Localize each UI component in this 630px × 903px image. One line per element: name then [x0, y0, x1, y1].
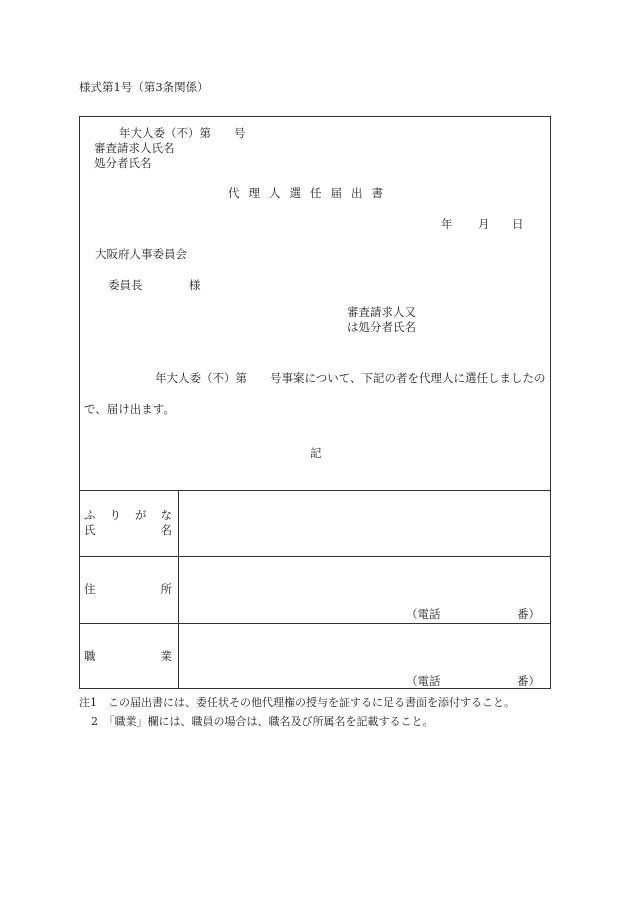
occupation-field[interactable] — [180, 625, 548, 687]
occupation-phone-close: 番） — [517, 674, 540, 688]
requester-name-label: 審査請求人氏名 — [94, 141, 175, 155]
date-day: 日 — [512, 217, 524, 231]
note-1: 注1 この届出書には、委任状その他代理権の授与を証するに足る書面を添付すること。 — [79, 696, 515, 709]
applicant-label-line2: は処分者氏名 — [347, 320, 416, 334]
addressee-chair: 委員長 — [108, 278, 143, 292]
table-divider-bottom — [79, 623, 551, 624]
date-year: 年 — [441, 217, 453, 231]
case-number-line: 年大人委（不）第 号 — [119, 126, 246, 140]
note-2: 2 「職業」欄には、職員の場合は、職名及び所属名を記載すること。 — [91, 715, 434, 728]
body-text-line2: で、届け出ます。 — [84, 402, 175, 416]
table-column-divider — [178, 490, 179, 689]
furigana-label: ふりがな — [84, 508, 172, 522]
addressee-organization: 大阪府人事委員会 — [95, 247, 187, 261]
table-divider-mid — [79, 556, 551, 557]
occupation-phone-open: （電話 — [406, 674, 441, 688]
address-phone-open: （電話 — [406, 607, 441, 621]
form-label: 様式第1号（第3条関係） — [79, 80, 209, 94]
table-divider-top — [79, 490, 551, 491]
address-phone-close: 番） — [517, 607, 540, 621]
respondent-label: 処分者氏名 — [94, 156, 152, 170]
document-title: 代理人選任届出書 — [228, 186, 392, 200]
date-month: 月 — [478, 217, 490, 231]
applicant-label-line1: 審査請求人又 — [347, 305, 416, 319]
address-field[interactable] — [180, 558, 548, 620]
occupation-label: 職業 — [84, 649, 172, 663]
name-label: 氏名 — [84, 523, 172, 537]
ki-marker: 記 — [310, 446, 322, 460]
body-text-line1: 年大人委（不）第 号事案について、下記の者を代理人に選任しましたの — [155, 371, 546, 385]
address-label: 住所 — [84, 582, 172, 596]
name-field[interactable] — [180, 492, 548, 554]
addressee-honorific: 様 — [189, 278, 201, 292]
